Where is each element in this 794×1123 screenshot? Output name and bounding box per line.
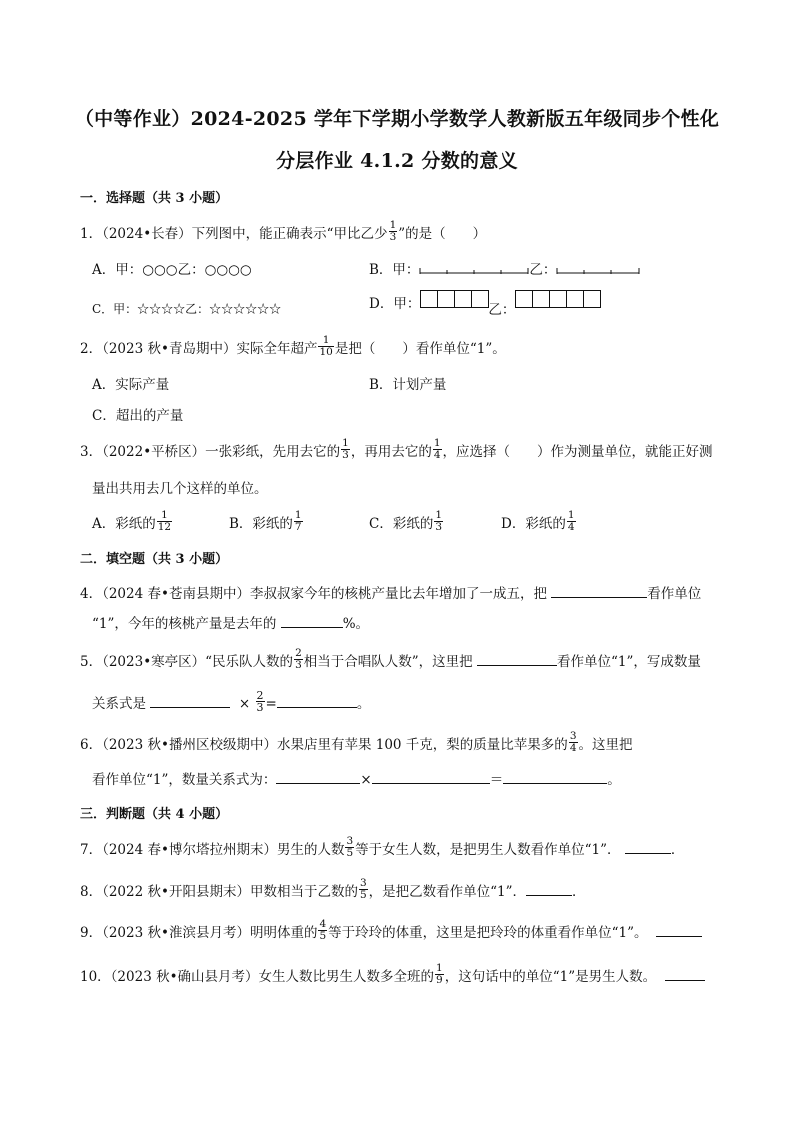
page-title-line2: 分层作业 4.1.2 分数的意义 [276, 150, 518, 172]
answer-blank[interactable] [276, 771, 360, 784]
answer-blank[interactable] [526, 883, 572, 896]
answer-blank[interactable] [150, 695, 230, 708]
q1-option-a[interactable]: A．甲：○○○乙：○○○○ [92, 262, 252, 278]
q3-option-a[interactable]: A．彩纸的 $\frac{1}{12}$ [92, 509, 172, 533]
question-1-stem: 1．（2024•长春）下列图中，能正确表示“甲比乙少 $\frac{1}{3}$ ”的是（ ） [80, 219, 487, 243]
question-7: 7．（2024 春•博尔塔拉州期末）男生的人数 $\frac{3}{5}$ 等于女生人数，是把男生人数看作单位“1”． ． [80, 835, 685, 859]
q2-option-b[interactable]: B．计划产量 [369, 377, 447, 393]
answer-blank[interactable] [551, 585, 647, 598]
section-choice-heading: 一．选择题（共 3 小题） [80, 191, 229, 206]
segment-ruler-yi [556, 266, 640, 276]
section-fill-heading: 二．填空题（共 3 小题） [80, 552, 229, 567]
q3-option-b[interactable]: B．彩纸的 $\frac{1}{7}$ [229, 509, 302, 533]
answer-blank[interactable] [281, 615, 343, 628]
question-4-line1: 4．（2024 春•苍南县期中）李叔叔家今年的核桃产量比去年增加了一成五，把 看作单位 [80, 586, 702, 602]
page-title-line1: （中等作业）2024-2025 学年下学期小学数学人教新版五年级同步个性化 [74, 108, 720, 130]
question-4-line2: “1”，今年的核桃产量是去年的 %。 [92, 616, 370, 632]
fraction: $\frac{1}{10}$ [319, 334, 333, 358]
answer-blank[interactable] [277, 695, 357, 708]
question-5-line1: 5．（2023•寒亭区）“民乐队人数的 $\frac{2}{3}$ 相当于合唱队人数”，这里把 看作单位“1”，写成数量 [80, 647, 701, 671]
question-3-stem-line2: 量出共用去几个这样的单位。 [92, 481, 268, 497]
box-group-jia [420, 290, 488, 308]
fraction: $\frac{1}{3}$ [342, 437, 349, 461]
question-8: 8．（2022 秋•开阳县期末）甲数相当于乙数的 $\frac{3}{5}$ ，是把乙数看作单位“1”． ． [80, 877, 586, 901]
answer-blank[interactable] [656, 924, 702, 937]
q2-option-a[interactable]: A．实际产量 [92, 377, 170, 393]
segment-ruler-jia [419, 266, 529, 276]
fraction: $\frac{1}{3}$ [389, 219, 397, 243]
q1-option-c[interactable]: C．甲：☆☆☆☆乙：☆☆☆☆☆☆ [92, 302, 282, 316]
answer-blank[interactable] [665, 968, 705, 981]
answer-blank[interactable] [477, 653, 557, 666]
answer-blank[interactable] [625, 841, 671, 854]
box-group-yi [515, 290, 600, 308]
q1-option-d[interactable]: D．甲： 乙： [369, 292, 600, 312]
question-9: 9．（2023 秋•淮滨县月考）明明体重的 $\frac{4}{5}$ 等于玲玲的体重，这里是把玲玲的体重看作单位“1”。 [80, 921, 702, 945]
q2-option-c[interactable]: C．超出的产量 [92, 408, 184, 424]
question-10: 10．（2023 秋•确山县月考）女生人数比男生人数多全班的 $\frac{1}{9}$ ，这句话中的单位“1”是男生人数。 [80, 965, 705, 989]
q1-option-b[interactable]: B．甲： 乙： [369, 258, 640, 278]
question-6-line1: 6．（2023 秋•播州区校级期中）水果店里有苹果 100 千克，梨的质量比苹果多的 $\frac{3}{4}$ 。这里把 [80, 730, 633, 754]
section-judge-heading: 三．判断题（共 4 小题） [80, 807, 229, 822]
answer-blank[interactable] [503, 771, 607, 784]
fraction: $\frac{1}{4}$ [433, 437, 441, 461]
question-5-line2: 关系式是 × $\frac{2}{3}$ = 。 [92, 689, 371, 714]
q3-option-c[interactable]: C．彩纸的 $\frac{1}{3}$ [369, 509, 443, 533]
question-3-stem: 3．（2022•平桥区）一张彩纸，先用去它的 $\frac{1}{3}$ ，再用去它的 $\frac{1}{4}$ ，应选择（ ）作为测量单位，就能正好测 [80, 437, 713, 461]
q3-option-d[interactable]: D．彩纸的 $\frac{1}{4}$ [501, 509, 575, 533]
question-6-line2: 看作单位“1”，数量关系式为： × ＝ 。 [92, 772, 621, 788]
question-2-stem: 2．（2023 秋•青岛期中）实际全年超产 $\frac{1}{10}$ 是把（ ）看作单位“1”。 [80, 334, 506, 358]
answer-blank[interactable] [372, 771, 490, 784]
